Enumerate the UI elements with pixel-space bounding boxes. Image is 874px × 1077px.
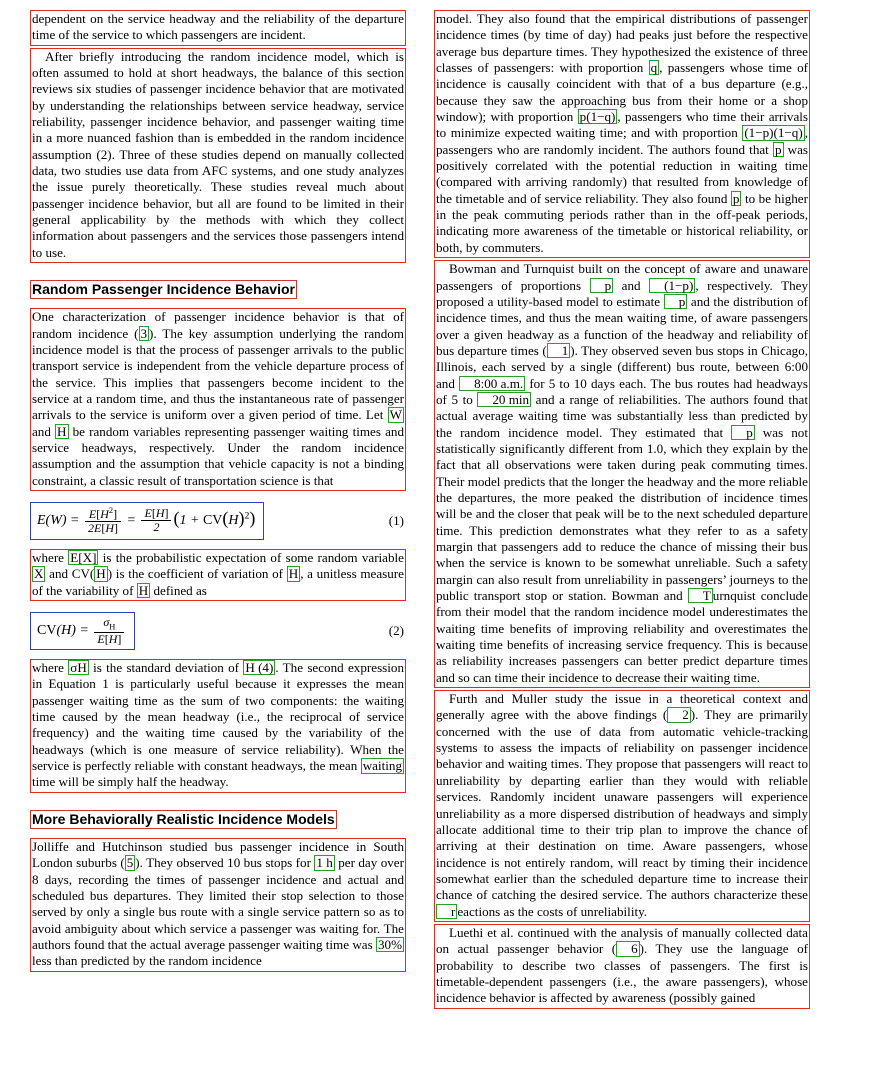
paragraph-text: dependent on the service headway and the reliability of the departure time of the service to which passengers are incident.: [32, 11, 404, 43]
math-variable-p: p: [590, 278, 614, 293]
text-run: Jolliffe and Hutchinson studied bus passenger incidence in South London suburbs (: [32, 838, 404, 871]
left-column: [30, 10, 406, 974]
paragraph: [30, 48, 406, 263]
citation-ref: 2: [667, 707, 691, 722]
text-run: for 5 to 10 days each. The bus routes had headways of 5 to: [436, 375, 808, 407]
section-heading-random-passenger-incidence: Random Passenger Incidence Behavior: [32, 281, 295, 298]
equation-1: [30, 502, 264, 540]
math-variable-w: W: [389, 407, 402, 423]
word-token: r: [436, 904, 457, 919]
paragraph-text: [436, 691, 808, 920]
text-run: where: [32, 549, 69, 565]
paragraph: [30, 549, 406, 601]
text-run: Bowman and Turnquist built on the concept of aware and unaware passengers of proportions: [436, 261, 808, 293]
text-run: where: [32, 660, 69, 676]
equation-1-expression: E(W) = $\frac{E[H^2]}{2E[H]}$ = $\frac{E[H]}{2}$ $(1 + CV(H)^2)$: [37, 505, 256, 536]
math-variable-q: q: [650, 60, 658, 76]
math-sigma-h: σH: [70, 660, 87, 676]
text-run: , passengers who time their arrivals to minimize expected waiting time; and with proportion: [436, 109, 808, 141]
paragraph: [30, 659, 406, 793]
emphasis-token: waiting: [362, 758, 402, 774]
math-expectation-token: E[X]: [70, 549, 97, 565]
text-run: , a unitless measure of the variability of: [32, 566, 404, 598]
text-run: and: [32, 423, 56, 439]
text-run: , passengers who are randomly incident. The authors found that: [436, 125, 808, 157]
text-run: was not statistically significantly different from 1.0, which they explain by the fact that all observations were taken during peak commuting times. Their model predicts that the longer the headway and the more reliable the departures, the more peaked the distribution of incidence times will be and the closer that peak will be to the next scheduled departure time. This prediction demonstrates what they refer to as a safety margin that passengers add to reduce the chance of missing their bus when the service is known to be somewhat unreliable. Such a safety margin can also result from unreliability in passengers’ journeys to the public transport stop or station. Bowman and: [436, 424, 808, 604]
text-run: and: [613, 277, 650, 293]
paragraph: [30, 308, 406, 491]
text-run: urnquist conclude from their model that the random incidence model underestimates the waiting time benefits of improving reliability and overestimates the waiting time benefits of increasing service frequency. This is because as reliability increases passengers can better predict departure times and so can time their incidence to decrease their waiting time.: [436, 588, 808, 685]
text-run: eactions as the costs of unreliability.: [457, 903, 648, 919]
math-expression-1p: (1−p): [649, 278, 695, 293]
paragraph-text: [32, 839, 404, 970]
paragraph: [30, 10, 406, 46]
math-variable-p: p: [731, 425, 755, 440]
text-run: , passengers whose time of incidence is causally coincident with that of a bus departure (e.g., because they saw the approaching bus from their home or a shop window); with proportion: [436, 60, 808, 125]
equation-2: [30, 612, 135, 650]
paragraph: [30, 838, 406, 972]
paragraph-text: [32, 660, 404, 791]
paragraph: [434, 690, 810, 922]
math-variable-h: H: [288, 566, 299, 582]
name-token: T: [688, 588, 713, 603]
duration-value: 1 h: [316, 855, 333, 871]
math-variable-h-citation: H (4): [245, 660, 274, 676]
paragraph: [434, 260, 810, 688]
text-run: ). They observed 10 bus stops for: [135, 855, 315, 871]
math-variable-h: H: [96, 566, 106, 582]
text-run: and a range of reliabilities. The authors found that actual average waiting time was substantially less than predicted by the random incidence model. They estimated that: [436, 391, 808, 440]
paragraph-text: [436, 11, 808, 256]
text-run: is the probabilistic expectation of some random variable: [98, 549, 404, 565]
paragraph-text: After briefly introducing the random incidence model, which is often assumed to hold at short headways, the balance of this section reviews six studies of passenger incidence behavior that are motivated by understanding the relationships between service headway, service reliability, passenger incidence behavior, and passenger waiting time in a more nuanced fashion than is embedded in the random incidence assumption (2). Three of these studies depend on manually collected data, two studies use data from AFC systems, and one study analyzes the issue purely theoretically. These studies reveal much about passenger incidence behavior, but all are found to be limited in their general applicability by the methods with which they collect information about passengers and the services those passengers intend to use.: [32, 48, 404, 260]
paragraph: [434, 10, 810, 258]
equation-2-number: (2): [388, 622, 404, 638]
text-run: to be higher in the peak commuting periods rather than in the off-peak periods, indicating more awareness of the timetable or historical reliability, or both, by commuters.: [436, 190, 808, 255]
text-run: is the standard deviation of: [88, 660, 244, 676]
paragraph-text: [436, 925, 808, 1007]
text-run: ). The key assumption underlying the random incidence model is that the process of passenger arrivals to the public transport service is independent from the vehicle departure process of the service. This implies that passengers become incident to the service at a random time, and thus the instantaneous rate of passenger arrivals to the service is uniform over a given period of time. Let: [32, 325, 404, 423]
paragraph: [434, 924, 810, 1009]
section-heading-wrapper: [30, 280, 406, 299]
paragraph-text: [32, 550, 404, 599]
citation-ref: 5: [126, 855, 134, 871]
text-run: and the distribution of incidence times, and thus the mean waiting time, of aware passengers over a given headway as a function of the headway and reliability of bus departure times (: [436, 293, 808, 358]
text-run: less than predicted by the random incidence: [32, 953, 262, 969]
text-run: be random variables representing passenger waiting times and service headways, respectively. Under the random incidence assumption and the assumption that vehicle capacity is not a binding constraint, a classic result of transportation science is that: [32, 423, 404, 488]
math-expression-p1q: p(1−q): [579, 109, 616, 125]
text-run: time will be simply half the headway.: [32, 774, 229, 790]
math-variable-p: p: [664, 294, 688, 309]
text-run: per day over 8 days, recording the times of passenger incidence and actual and scheduled bus departures. They limited their stop selection to those served by only a single bus route with a single service pattern so as to avoid ambiguity about which service a passenger was waiting for. The authors found that the actual average passenger waiting time was: [32, 855, 404, 952]
text-run: ). They observed seven bus stops in Chicago, Illinois, each served by a single (different) bus route, between 6:00 and: [436, 342, 809, 391]
paragraph-text: [32, 309, 404, 489]
paragraph-text: [436, 261, 808, 686]
math-variable-h: H: [57, 423, 67, 439]
text-run: was positively correlated with the potential reduction in waiting time (compared with arriving randomly) that resulted from knowledge of the timetable and of service reliability. They also found: [436, 141, 808, 206]
citation-ref: 6: [616, 941, 640, 956]
math-variable-x: X: [34, 566, 44, 582]
math-variable-p: p: [732, 190, 740, 206]
text-run: , respectively. They proposed a utility-based model to estimate: [436, 277, 808, 309]
equation-2-expression: CV(H) = $\frac{\sigma_H}{E[H]}$: [37, 623, 126, 638]
percentage-value: 30%: [377, 936, 402, 952]
equation-1-row: [30, 493, 406, 549]
text-run: Luethi et al. continued with the analysis of manually collected data on actual passenger behavior (: [436, 924, 808, 957]
equation-2-row: [30, 603, 406, 659]
equation-1-number: (1): [388, 512, 404, 528]
text-run: One characterization of passenger incidence behavior is that of random incidence (: [32, 309, 404, 341]
text-run: defined as: [150, 582, 207, 598]
citation-ref: 1: [547, 343, 571, 358]
math-expression-1p1q: (1−p)(1−q): [744, 125, 803, 141]
text-run: ). They are primarily concerned with the use of data from automatic vehicle-tracking systems to assess the impacts of reliability on passenger incidence behavior and waiting times. They propose that passengers will react to unreliability by departing earlier than they would with reliable services. Randomly incident unaware passengers will experience unreliability as a more dispersed distribution of headways and simply allocate additional time to their trip plan to improve the chance of arriving at their destination on time. Aware passengers, whose incidence is not entirely random, will react by timing their incidence somewhat earlier than the scheduled departure time to increase their chance of catching the desired service. The authors characterize these: [436, 707, 808, 903]
text-run: ) is the coefficient of variation of: [107, 566, 287, 582]
text-run: Furth and Muller study the issue in a theoretical context and generally agree with the above findings (: [436, 691, 808, 723]
text-run: ). They use the language of probability to describe two classes of passengers. The first is timetable-dependent passengers (i.e., the aware passengers), whose incidence behavior is affected by awareness (possibly gained: [436, 941, 808, 1006]
math-variable-p: p: [774, 141, 782, 157]
time-value: 8:00 a.m.: [459, 376, 525, 391]
text-run: and CV(: [45, 566, 95, 582]
section-heading-wrapper: [30, 810, 406, 829]
text-run: . The second expression in Equation 1 is particularly useful because it expresses the mean passenger waiting time as the sum of two components: the waiting time caused by the mean headway (i.e., the reciprocal of service frequency) and the waiting time caused by the variability of the headways (which is one measure of service reliability). When the service is perfectly reliable with constant headways, the mean: [32, 660, 404, 774]
citation-ref: 3: [140, 325, 148, 341]
right-column: [434, 10, 810, 1011]
math-variable-h: H: [138, 582, 149, 598]
section-heading-more-behaviorally-realistic: More Behaviorally Realistic Incidence Models: [32, 810, 335, 827]
duration-value: 20 min: [477, 392, 531, 407]
text-run: model. They also found that the empirical distributions of passenger incidence times (by time of day) had peaks just before the respective average bus departure times. They hypothesized the existence of three classes of passengers: with proportion: [436, 11, 808, 76]
